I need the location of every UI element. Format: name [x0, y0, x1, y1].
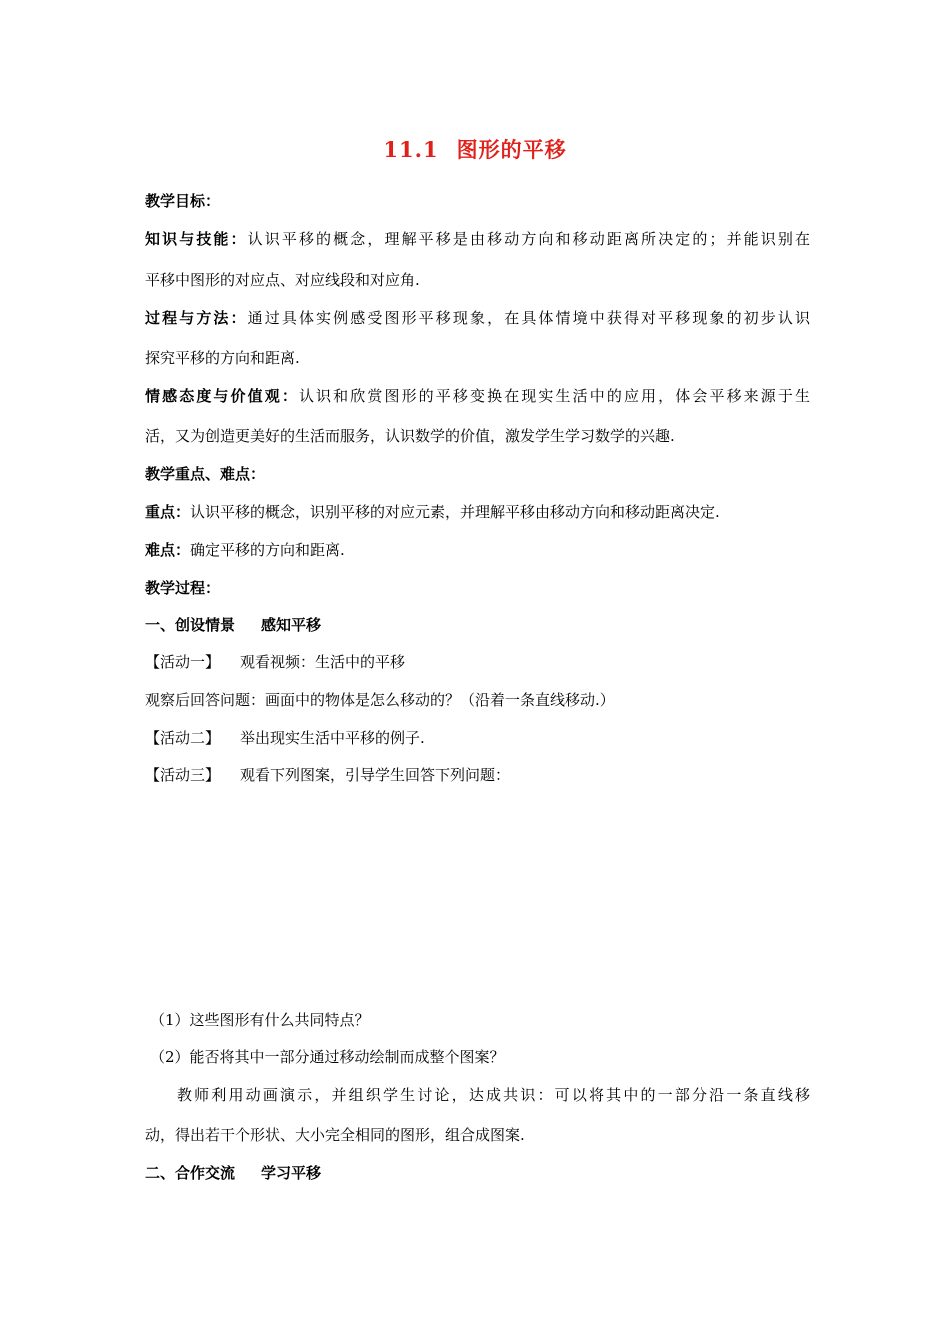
process-text-2: 探究平移的方向和距离.: [145, 349, 300, 367]
activity1-line: [145, 652, 810, 672]
process-label: 过程与方法：: [145, 309, 248, 327]
process-line-1: [145, 308, 810, 328]
activity1-label: 【活动一】: [145, 653, 221, 671]
part2-subtitle: 学习平移: [261, 1164, 322, 1182]
key-point-line: [145, 502, 810, 522]
knowledge-text-1: 认识平移的概念，理解平移是由移动方向和移动距离所决定的；并能识别在: [247, 230, 810, 248]
key-point-text: 认识平移的概念，识别平移的对应元素，并理解平移由移动方向和移动距离决定.: [190, 503, 720, 521]
attitude-text-2: 活，又为创造更美好的生活而服务，认识数学的价值，激发学生学习数学的兴趣.: [145, 427, 675, 445]
activity1-text: 观看视频：生活中的平移: [240, 653, 406, 671]
question1-line: 观察后回答问题：画面中的物体是怎么移动的？（沿着一条直线移动.）: [145, 691, 615, 709]
part1-subtitle: 感知平移: [261, 616, 322, 634]
title-number: 11.1: [383, 137, 439, 162]
question-q2: （2）能否将其中一部分通过移动绘制而成整个图案？: [150, 1048, 505, 1066]
objectives-heading: 教学目标：: [145, 192, 221, 210]
knowledge-text-2: 平移中图形的对应点、对应线段和对应角.: [145, 271, 420, 289]
knowledge-label: 知识与技能：: [145, 230, 248, 248]
question-q1: （1）这些图形有什么共同特点？: [150, 1011, 370, 1029]
difficult-point-line: [145, 540, 810, 560]
activity3-line: [145, 765, 810, 785]
part2-heading: [145, 1163, 810, 1183]
part2-title: 二、合作交流: [145, 1164, 236, 1182]
attitude-label: 情感态度与价值观：: [145, 387, 299, 405]
process-heading: 教学过程：: [145, 579, 221, 597]
attitude-line-1: [145, 386, 810, 406]
difficult-point-label: 难点：: [145, 541, 191, 559]
activity2-text: 举出现实生活中平移的例子.: [240, 729, 425, 747]
part1-title: 一、创设情景: [145, 616, 236, 634]
title-text: 图形的平移: [456, 137, 567, 162]
activity2-label: 【活动二】: [145, 729, 221, 747]
keypoints-heading: 教学重点、难点：: [145, 465, 266, 483]
teacher-text-2: 动，得出若干个形状、大小完全相同的图形，组合成图案.: [145, 1126, 525, 1144]
activity2-line: [145, 728, 810, 748]
attitude-text-1: 认识和欣赏图形的平移变换在现实生活中的应用，体会平移来源于生: [298, 387, 810, 405]
part1-heading: [145, 615, 810, 635]
page-title: [0, 134, 950, 164]
knowledge-line-1: [145, 229, 810, 249]
key-point-label: 重点：: [145, 503, 191, 521]
difficult-point-text: 确定平移的方向和距离.: [190, 541, 345, 559]
process-text-1: 通过具体实例感受图形平移现象，在具体情境中获得对平移现象的初步认识: [247, 309, 810, 327]
activity3-text: 观看下列图案，引导学生回答下列问题：: [240, 766, 511, 784]
activity3-label: 【活动三】: [145, 766, 221, 784]
teacher-text-1: 教师利用动画演示，并组织学生讨论，达成共识：可以将其中的一部分沿一条直线移: [177, 1086, 810, 1104]
